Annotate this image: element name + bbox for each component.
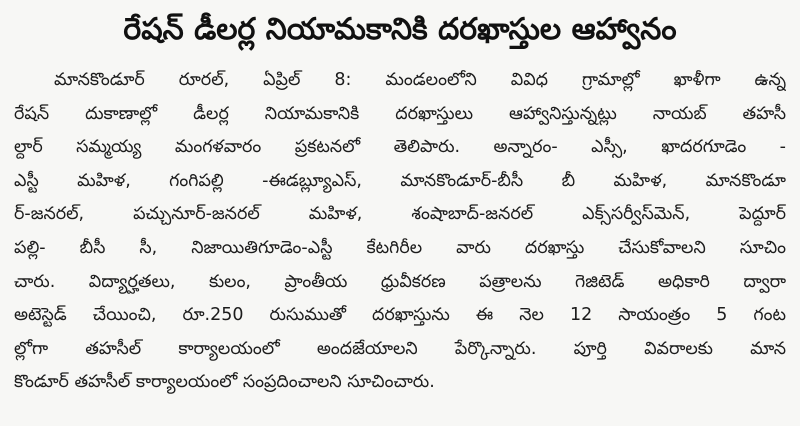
article-headline: రేషన్ డీలర్ల నియామకానికి దరఖాస్తుల ఆహ్వానం <box>123 12 677 47</box>
article-line: కొండూర్ తహసీల్ కార్యాలయంలో సంప్రదించాలని సూచించారు. <box>14 372 435 393</box>
article-line: మానకొండూర్ రూరల్, ఏప్రిల్ 8: మండలంలోని వివిధ గ్రామాల్లో ఖాళీగా ఉన్న <box>54 70 786 90</box>
article-line: ల్లోగా తహసీల్ కార్యాలయంలో అందజేయాలని పేర్కొన్నారు. పూర్తి వివరాలకు మాన <box>14 338 786 359</box>
article-line: పల్లి- బీసీ సీ, నిజాయితిగూడెం-ఎస్టీ కేటగిరీల వారు దరఖాస్తు చేసుకోవాలని సూచిం <box>14 237 786 258</box>
article-line: చారు. విద్యార్హతలు, కులం, ప్రాంతీయ ధ్రువీకరణ పత్రాలను గెజిటెడ్ అధికారి ద్వారా <box>14 271 786 292</box>
article-line: అటెస్టెడ్ చేయించి, రూ.250 రుసుముతో దరఖాస్తును ఈ నెల 12 సాయంత్రం 5 గంట <box>14 305 786 326</box>
article-line: రేషన్ దుకాణాల్లో డీలర్ల నియామకానికి దరఖాస్తులు ఆహ్వానిస్తున్నట్లు నాయబ్ తహసీ <box>14 103 786 124</box>
article-line: ల్దార్ సమ్మయ్య మంగళవారం ప్రకటనలో తెలిపారు. అన్నారం- ఎస్సీ, ఖాదరగూడెం - <box>14 137 786 158</box>
article-line: ర్-జనరల్, పచ్చునూర్-జనరల్ మహిళ, శంషాబాద్-జనరల్ ఎక్స్‌సర్వీస్‌మెన్, పెద్దూర్ <box>14 204 786 225</box>
article-body <box>14 64 786 400</box>
article-line: ఎస్టీ మహిళ, గంగిపల్లి -ఈడబ్ల్యూఎస్, మానకొండూర్-బీసీ బీ మహిళ, మానకొండూ <box>14 170 786 191</box>
